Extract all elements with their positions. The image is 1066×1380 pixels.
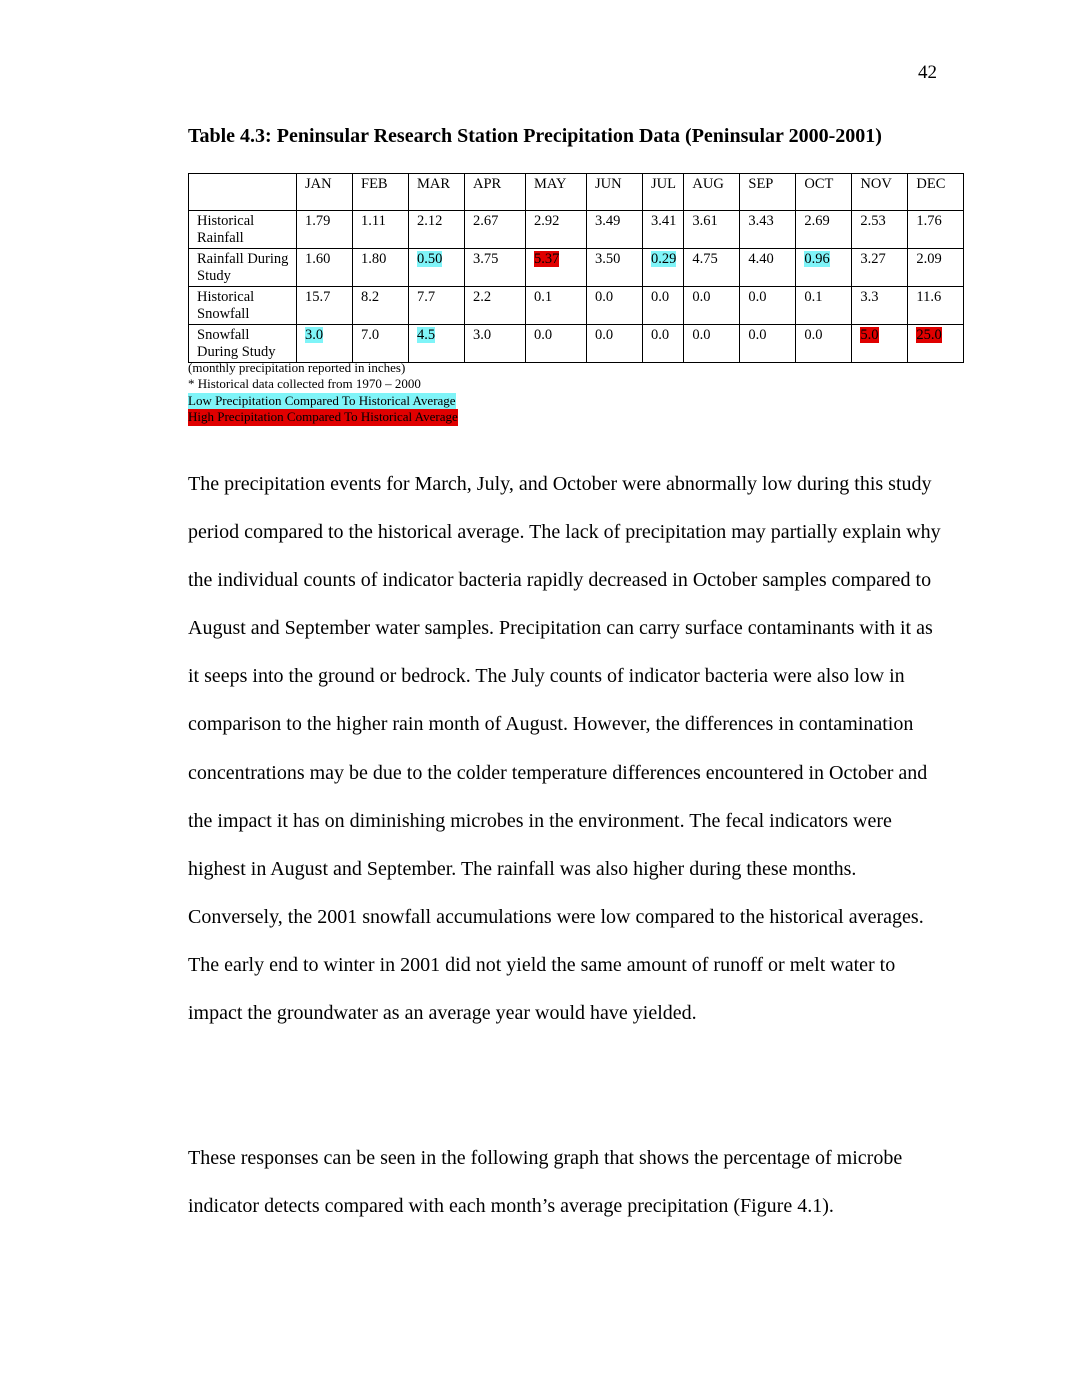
cell-value: 0.0 [692,327,711,343]
table-cell [684,211,740,249]
column-header: MAY [526,174,587,211]
cell-value: 3.50 [595,251,621,267]
cell-value: 3.43 [748,213,774,229]
cell-value: 15.7 [305,289,331,305]
low-precipitation-value: 4.5 [417,327,436,343]
table-cell [526,249,587,287]
cell-value: 0.0 [804,327,823,343]
table-cell [740,211,796,249]
column-header: NOV [852,174,908,211]
low-precipitation-legend: Low Precipitation Compared To Historical Average [188,392,456,408]
table-cell [587,287,643,325]
row-label: Snowfall During Study [189,325,297,363]
table-cell [684,287,740,325]
table-row [189,249,964,287]
table-cell [740,287,796,325]
table-cell [297,325,353,363]
cell-value: 2.53 [860,213,886,229]
cell-value: 2.2 [473,289,492,305]
table-cell [643,287,684,325]
column-header: DEC [908,174,964,211]
high-precipitation-value: 5.37 [534,251,560,267]
low-precipitation-value: 0.96 [804,251,830,267]
table-cell [852,249,908,287]
table-cell [796,325,852,363]
cell-value: 8.2 [361,289,380,305]
cell-value: 0.0 [595,327,614,343]
table-cell [526,211,587,249]
table-row [189,287,964,325]
column-header: JUL [643,174,684,211]
table-cell [353,211,409,249]
cell-value: 3.27 [860,251,886,267]
low-precipitation-value: 0.50 [417,251,443,267]
column-header: JUN [587,174,643,211]
table-cell [684,249,740,287]
cell-value: 0.1 [804,289,823,305]
table-cell [796,211,852,249]
cell-value: 0.0 [748,327,767,343]
page-number: 42 [918,62,937,83]
row-label: Historical Rainfall [189,211,297,249]
cell-value: 7.0 [361,327,380,343]
cell-value: 3.61 [692,213,718,229]
table-cell [409,211,465,249]
cell-value: 1.60 [305,251,331,267]
table-cell [852,325,908,363]
table-cell [526,325,587,363]
cell-value: 0.0 [651,289,670,305]
body-paragraph-2 [188,1134,948,1230]
table-cell [852,211,908,249]
table-cell [643,211,684,249]
cell-value: 0.0 [534,327,553,343]
precipitation-table [188,173,964,363]
table-cell [526,287,587,325]
cell-value: 0.0 [748,289,767,305]
cell-value: 0.0 [595,289,614,305]
cell-value: 7.7 [417,289,436,305]
cell-value: 4.40 [748,251,774,267]
table-cell [908,325,964,363]
table-cell [409,325,465,363]
table-cell [587,249,643,287]
table-cell [297,211,353,249]
table-cell [409,249,465,287]
table-cell [643,325,684,363]
cell-value: 0.1 [534,289,553,305]
column-header: AUG [684,174,740,211]
paragraph-text: These responses can be seen in the following graph that shows the percentage of microbe indicator detects compared with each month’s average precipitation (Figure 4.1). [188,1147,903,1218]
low-precipitation-value: 3.0 [305,327,324,343]
table-cell [353,249,409,287]
table-cell [409,287,465,325]
table-cell [587,211,643,249]
cell-value: 2.92 [534,213,560,229]
column-header: MAR [409,174,465,211]
cell-value: 1.79 [305,213,331,229]
table-cell [297,249,353,287]
cell-value: 3.75 [473,251,499,267]
table-cell [740,325,796,363]
high-precipitation-value: 5.0 [860,327,879,343]
units-note: (monthly precipitation reported in inches) [188,360,406,375]
table-cell [465,249,526,287]
table-cell [852,287,908,325]
table-row [189,325,964,363]
table-cell [796,287,852,325]
table-cell [353,325,409,363]
cell-value: 11.6 [916,289,942,305]
cell-value: 0.0 [692,289,711,305]
table-cell [908,211,964,249]
table-notes [188,360,458,426]
high-precipitation-legend: High Precipitation Compared To Historical Average [188,409,458,425]
column-header: OCT [796,174,852,211]
column-header: JAN [297,174,353,211]
table-cell [740,249,796,287]
column-header: FEB [353,174,409,211]
table-cell [796,249,852,287]
table-cell [908,287,964,325]
table-row [189,211,964,249]
table-cell [465,325,526,363]
cell-value: 3.49 [595,213,621,229]
row-label: Rainfall During Study [189,249,297,287]
high-precipitation-value: 25.0 [916,327,942,343]
table-cell [643,249,684,287]
low-precipitation-value: 0.29 [651,251,677,267]
table-cell [297,287,353,325]
table-cell [353,287,409,325]
historical-note: * Historical data collected from 1970 – 2000 [188,376,421,392]
table-cell [684,325,740,363]
cell-value: 4.75 [692,251,718,267]
column-header: SEP [740,174,796,211]
cell-value: 2.67 [473,213,499,229]
header-corner-cell [189,174,297,211]
cell-value: 3.3 [860,289,879,305]
table-cell [465,287,526,325]
cell-value: 3.41 [651,213,677,229]
cell-value: 3.0 [473,327,492,343]
column-header: APR [465,174,526,211]
table-cell [587,325,643,363]
cell-value: 1.80 [361,251,387,267]
cell-value: 2.69 [804,213,830,229]
cell-value: 2.09 [916,251,942,267]
cell-value: 2.12 [417,213,443,229]
cell-value: 1.11 [361,213,386,229]
table-cell [908,249,964,287]
table-cell [465,211,526,249]
row-label: Historical Snowfall [189,287,297,325]
paragraph-text: The precipitation events for March, July, and October were abnormally low during this study period compared to the historical average. The lack of precipitation may partially explain why the individual counts of indicator bacteria rapidly decreased in October samples compared to August and September water samples. Precipitation can carry surface contaminants with it as it seeps into the ground or bedrock. The July counts of indicator bacteria were also low in comparison to the higher rain month of August. However, the differences in contamination concentrations may be due to the colder temperature differences encountered in October and the impact it has on diminishing microbes in the environment. The fecal indicators were highest in August and September. The rainfall was also higher during these months. Conversely, the 2001 snowfall accumulations were low compared to the historical averages. The early end to winter in 2001 did not yield the same amount of runoff or melt water to impact the groundwater as an average year would have yielded. [188,473,941,1025]
table-header-row [189,174,964,211]
table-caption: Table 4.3: Peninsular Research Station Precipitation Data (Peninsular 2000-2001) [188,125,882,147]
body-paragraph-1 [188,460,948,1037]
cell-value: 0.0 [651,327,670,343]
cell-value: 1.76 [916,213,942,229]
